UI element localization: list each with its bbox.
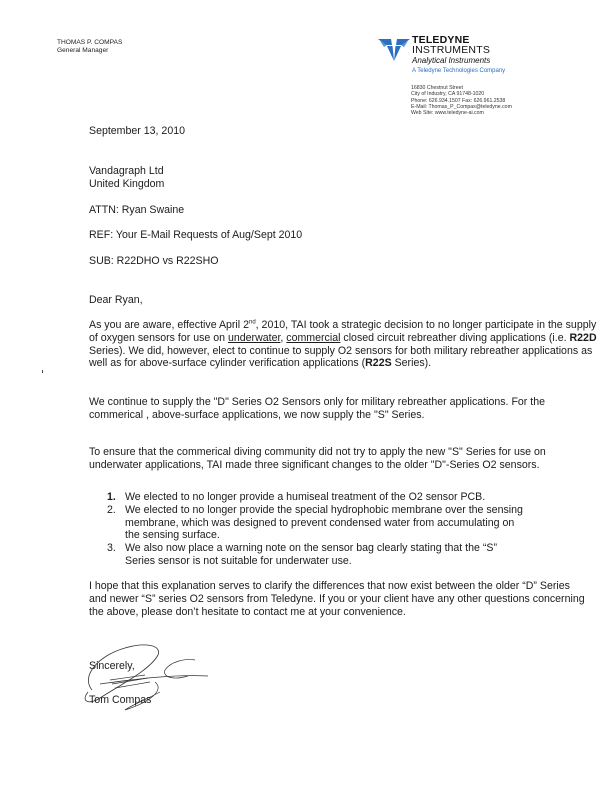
salutation: Dear Ryan, [89, 294, 143, 306]
list-text: We elected to no longer provide a humiseal treatment of the O2 sensor PCB. [125, 491, 486, 503]
p1-text-e: Series). We did, however, elect to continue to supply O2 sensors for both military rebreather applications as well as for above-surface cylinder verification applications ( [89, 344, 593, 370]
address-email: E-Mail: Thomas_P_Compas@teledyne.com [411, 103, 512, 110]
p1-underline-underwater: underwater [227, 331, 281, 344]
p1-text-a: As you are aware, effective April 2 [89, 319, 249, 331]
attn-line: ATTN: Ryan Swaine [89, 204, 185, 216]
list-item [89, 504, 599, 542]
scan-artifact [42, 370, 43, 373]
sender-name: THOMAS P. COMPAS [57, 39, 123, 46]
p1-bold-r22d: R22D [569, 331, 597, 344]
handwritten-signature [70, 640, 220, 720]
letterhead-address [411, 85, 512, 116]
list-number: 1. [107, 491, 116, 503]
p1-text-b: , 2010, TAI took a strategic decision to no longer participate in the supply of oxygen sensors for use on [89, 319, 597, 344]
p1-text-c: , [280, 331, 287, 344]
paragraph-3: To ensure that the commerical diving community did not try to apply the new "S" Series for use on underwater applications, TAI made three significant changes to the older "D"-Series O2 sensors. [89, 446, 546, 471]
list-number: 3. [107, 542, 116, 555]
p1-superscript: nd [248, 319, 256, 326]
closing: Sincerely, [89, 660, 135, 672]
p1-underline-commercial: commercial [286, 331, 341, 344]
subject-line: SUB: R22DHO vs R22SHO [89, 255, 219, 267]
paragraph-1 [89, 319, 597, 370]
p1-bold-r22s: R22S [365, 357, 392, 370]
changes-list [89, 491, 599, 568]
address-city: City of Industry, CA 91748-1020 [411, 91, 485, 98]
sender-title: General Manager [57, 47, 109, 54]
p1-text-d: closed circuit rebreather diving applications (i.e. [340, 331, 570, 344]
recipient-country: United Kingdom [89, 178, 165, 190]
recipient-company: Vandagraph Ltd [89, 165, 164, 177]
teledyne-logo-icon [378, 39, 410, 61]
list-text: We also now place a warning note on the sensor bag clearly stating that the “S” Series sensor is not suitable for underwater use. [125, 542, 497, 567]
division-name: INSTRUMENTS [412, 44, 491, 56]
company-tagline: A Teledyne Technologies Company [412, 68, 506, 74]
p1-text-f: Series). [391, 357, 432, 370]
list-item [89, 491, 599, 504]
address-web: Web Site: www.teledyne-ai.com [411, 110, 484, 117]
letter-date: September 13, 2010 [89, 125, 186, 137]
list-item [89, 542, 599, 568]
address-street: 16830 Chestnut Street [411, 85, 463, 91]
brand-name: TELEDYNE [412, 34, 470, 46]
list-text: We elected to no longer provide the special hydrophobic membrane over the sensing membrane, which was designed to prevent condensed water from accumulating on the sensing surface. [125, 503, 523, 542]
paragraph-4: I hope that this explanation serves to clarify the differences that now exist between the older “D” Series and newer “S” series O2 sensors from Teledyne. If you or your client have any other questions concerning the above, please don’t hesitate to contact me at your convenience. [89, 580, 585, 618]
ref-line: REF: Your E-Mail Requests of Aug/Sept 2010 [89, 229, 303, 241]
sender-block [57, 39, 122, 55]
subdivision-name: Analytical Instruments [412, 56, 491, 65]
paragraph-2: We continue to supply the "D" Series O2 Sensors only for military rebreather applications. For the commerical , above-surface applications, we now supply the "S" Series. [89, 396, 546, 421]
list-number: 2. [107, 503, 116, 516]
address-phone-fax: Phone: 626.934.1507 Fax: 626.961.2538 [411, 97, 506, 104]
signer-name: Tom Compas [89, 694, 152, 706]
